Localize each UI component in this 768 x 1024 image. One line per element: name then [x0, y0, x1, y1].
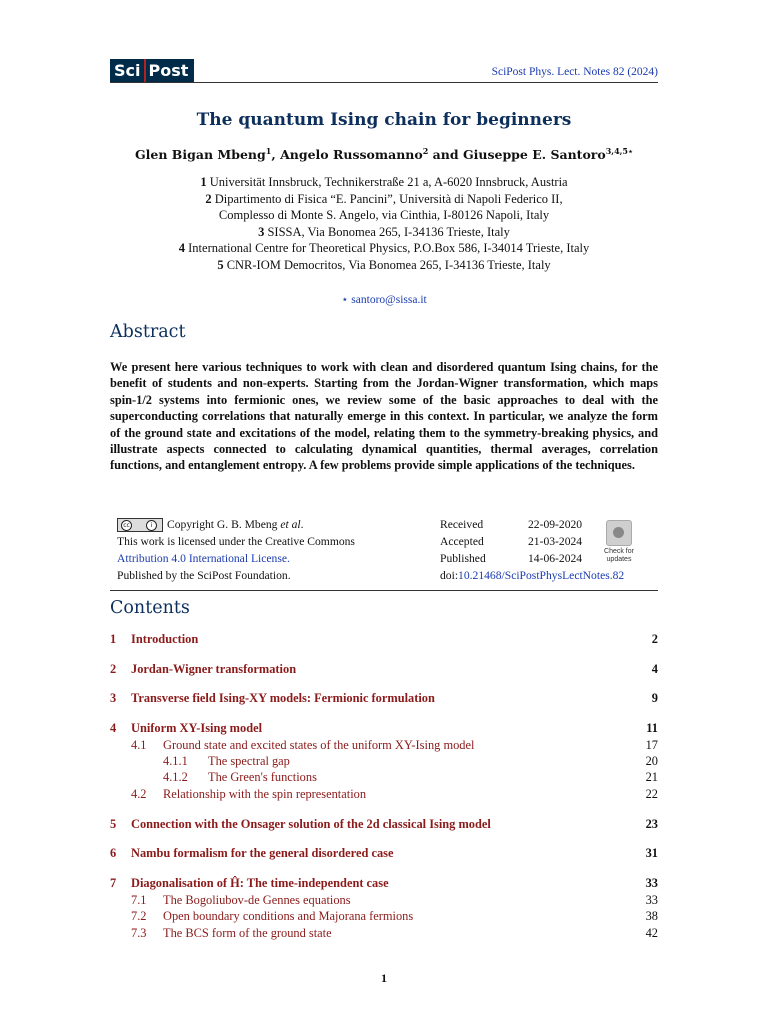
contents-heading: Contents — [110, 598, 190, 618]
accepted-date: 21-03-2024 — [528, 535, 583, 548]
toc-entry-page[interactable]: 31 — [645, 846, 658, 860]
published-label: Published — [440, 552, 486, 565]
toc-entry[interactable] — [110, 738, 658, 754]
toc-entry[interactable] — [110, 817, 658, 833]
affiliation: 3 SISSA, Via Bonomea 265, I-34136 Trieste, Italy — [258, 224, 510, 239]
toc-entry-number: 7.1 — [131, 893, 147, 907]
license-link[interactable]: Attribution 4.0 International License. — [117, 552, 290, 565]
toc-entry-title[interactable]: Jordan-Wigner transformation — [131, 662, 297, 676]
toc-entry[interactable] — [110, 926, 658, 942]
toc-entry[interactable] — [110, 846, 658, 862]
toc-entry-number: 7.2 — [131, 909, 147, 923]
toc-entry-number: 4.1.1 — [163, 754, 188, 768]
toc-entry[interactable] — [110, 787, 658, 803]
logo-post: Post — [146, 59, 195, 83]
page-number: 1 — [381, 971, 387, 985]
affiliation: 5 CNR-IOM Democritos, Via Bonomea 265, I-34136 Trieste, Italy — [217, 257, 551, 272]
toc-entry-title[interactable]: Ground state and excited states of the uniform XY-Ising model — [163, 738, 475, 752]
toc-entry-title[interactable]: Diagonalisation of Ĥ: The time-independent case — [131, 876, 389, 890]
toc-entry-page[interactable]: 17 — [645, 738, 658, 752]
toc-entry-page[interactable]: 33 — [645, 876, 658, 890]
cc-by-icon[interactable] — [117, 518, 163, 532]
toc-entry-number: 4.2 — [131, 787, 147, 801]
license-block: cc i Copyright G. B. Mbeng et al. This work is licensed under the Creative Commons Attribution 4.0 International License. Published by the SciPost Foundation. — [117, 518, 355, 582]
crossmark-icon — [606, 520, 632, 546]
section-rule — [110, 590, 658, 591]
affiliation-list — [0, 174, 768, 273]
toc-entry-title[interactable]: Transverse field Ising-XY models: Fermionic formulation — [131, 691, 435, 705]
toc-entry-title[interactable]: The spectral gap — [208, 754, 290, 768]
toc-entry-page[interactable]: 23 — [645, 817, 658, 831]
paper-title: The quantum Ising chain for beginners — [196, 110, 572, 130]
toc-entry-title[interactable]: Nambu formalism for the general disordered case — [131, 846, 394, 860]
toc-entry-page[interactable]: 22 — [645, 787, 658, 801]
toc-entry-title[interactable]: Introduction — [131, 632, 199, 646]
author-affil-sup: 2 — [422, 146, 429, 156]
author-name: Glen Bigan Mbeng — [134, 147, 266, 163]
author-affil-sup: 3,4,5⋆ — [605, 146, 633, 156]
toc-entry[interactable] — [110, 662, 658, 678]
author-affil-sup: 1 — [265, 146, 272, 156]
toc-entry[interactable] — [110, 721, 658, 737]
toc-entry-number: 4 — [110, 721, 117, 735]
toc-entry-title[interactable]: Open boundary conditions and Majorana fermions — [163, 909, 414, 923]
toc-entry[interactable] — [110, 909, 658, 925]
toc-entry[interactable] — [110, 770, 658, 786]
toc-entry-page[interactable]: 2 — [651, 632, 658, 646]
toc-entry-page[interactable]: 21 — [645, 770, 658, 784]
abstract-heading: Abstract — [110, 322, 186, 342]
toc-entry-title[interactable]: The BCS form of the ground state — [163, 926, 332, 940]
toc-entry[interactable] — [110, 754, 658, 770]
toc-entry[interactable] — [110, 632, 658, 648]
toc-entry-page[interactable]: 42 — [645, 926, 658, 940]
toc-entry[interactable] — [110, 893, 658, 909]
doi-label: doi: — [440, 569, 459, 582]
published-date: 14-06-2024 — [528, 552, 583, 565]
toc-entry-number: 4.1.2 — [163, 770, 188, 784]
toc-entry[interactable] — [110, 691, 658, 707]
affiliation: 4 International Centre for Theoretical Physics, P.O.Box 586, I-34014 Trieste, Italy — [178, 241, 590, 255]
toc-entry-title[interactable]: Connection with the Onsager solution of the 2d classical Ising model — [131, 817, 491, 831]
affiliation: Complesso di Monte S. Angelo, via Cinthia, I-80126 Napoli, Italy — [218, 208, 550, 222]
abstract-text: We present here various techniques to work with clean and disordered quantum Ising chains, for the benefit of students and non-experts. Starting from the Jordan-Wigner transformation, which maps spin-1/2 systems into fermionic ones, we review some of the basic approaches to deal with the superconducting correlations that naturally emerge in this context. In particular, we analyze the form of the ground state and excitations of the model, relating them to the symmetry-breaking physics, and illustrate aspects connected to calculating dynamical quantities, thermal averages, correlation functions, and entanglement entropy. A few problems provide simple applications of the techniques. — [110, 360, 658, 473]
toc-entry-page[interactable]: 11 — [646, 721, 658, 735]
license-line: This work is licensed under the Creative Commons — [117, 535, 355, 548]
toc-entry-number: 7.3 — [131, 926, 147, 940]
accepted-label: Accepted — [440, 535, 484, 548]
publication-dates — [440, 516, 630, 584]
toc-entry-number: 4.1 — [131, 738, 147, 752]
et-al-text: et al — [280, 518, 301, 531]
by-glyph: i — [146, 520, 157, 531]
check-for-updates-badge[interactable]: Check for updates — [603, 520, 635, 564]
affiliation: 1 Universität Innsbruck, Technikerstraße 21 a, A-6020 Innsbruck, Austria — [200, 175, 568, 189]
toc-entry-page[interactable]: 33 — [645, 893, 658, 907]
logo-sci: Sci — [110, 59, 144, 83]
author-name: Giuseppe E. Santoro — [462, 147, 606, 163]
journal-reference[interactable]: SciPost Phys. Lect. Notes 82 (2024) — [491, 66, 658, 78]
received-date: 22-09-2020 — [528, 518, 583, 531]
toc-entry-title[interactable]: The Green's functions — [208, 770, 317, 784]
toc-entry-page[interactable]: 9 — [651, 691, 658, 705]
toc-entry-number: 7 — [110, 876, 117, 890]
toc-entry-page[interactable]: 38 — [645, 909, 658, 923]
toc-entry-page[interactable]: 4 — [651, 662, 658, 676]
affiliation: 2 Dipartimento di Fisica “E. Pancini”, Università di Napoli Federico II, — [205, 191, 563, 206]
received-label: Received — [440, 518, 484, 531]
header-rule — [110, 82, 658, 83]
toc-entry-page[interactable]: 20 — [645, 754, 658, 768]
toc-entry-number: 5 — [110, 817, 117, 831]
toc-entry[interactable] — [110, 876, 658, 892]
toc-entry-title[interactable]: Relationship with the spin representation — [163, 787, 367, 801]
author-list: Glen Bigan Mbeng$^1$, Angelo Russomanno$^2$ and Giuseppe E. Santoro$^{3,4,5⋆}$ — [134, 146, 633, 163]
cc-glyph: cc — [121, 520, 132, 531]
toc-entry-number: 1 — [110, 632, 117, 646]
toc-entry-number: 3 — [110, 691, 117, 705]
toc-entry-title[interactable]: Uniform XY-Ising model — [131, 721, 263, 735]
copyright-text: Copyright G. B. Mbeng — [167, 518, 278, 531]
publisher-line: Published by the SciPost Foundation. — [117, 569, 291, 582]
toc-entry-number: 6 — [110, 846, 117, 860]
toc-entry-number: 2 — [110, 662, 117, 676]
doi-link[interactable]: 10.21468/SciPostPhysLectNotes.82 — [458, 569, 625, 582]
author-name: Angelo Russomanno — [280, 147, 423, 163]
toc-entry-title[interactable]: The Bogoliubov-de Gennes equations — [163, 893, 351, 907]
scipost-logo[interactable] — [110, 59, 194, 83]
corresponding-email-link[interactable]: ⋆ santoro@sissa.it — [341, 294, 427, 306]
